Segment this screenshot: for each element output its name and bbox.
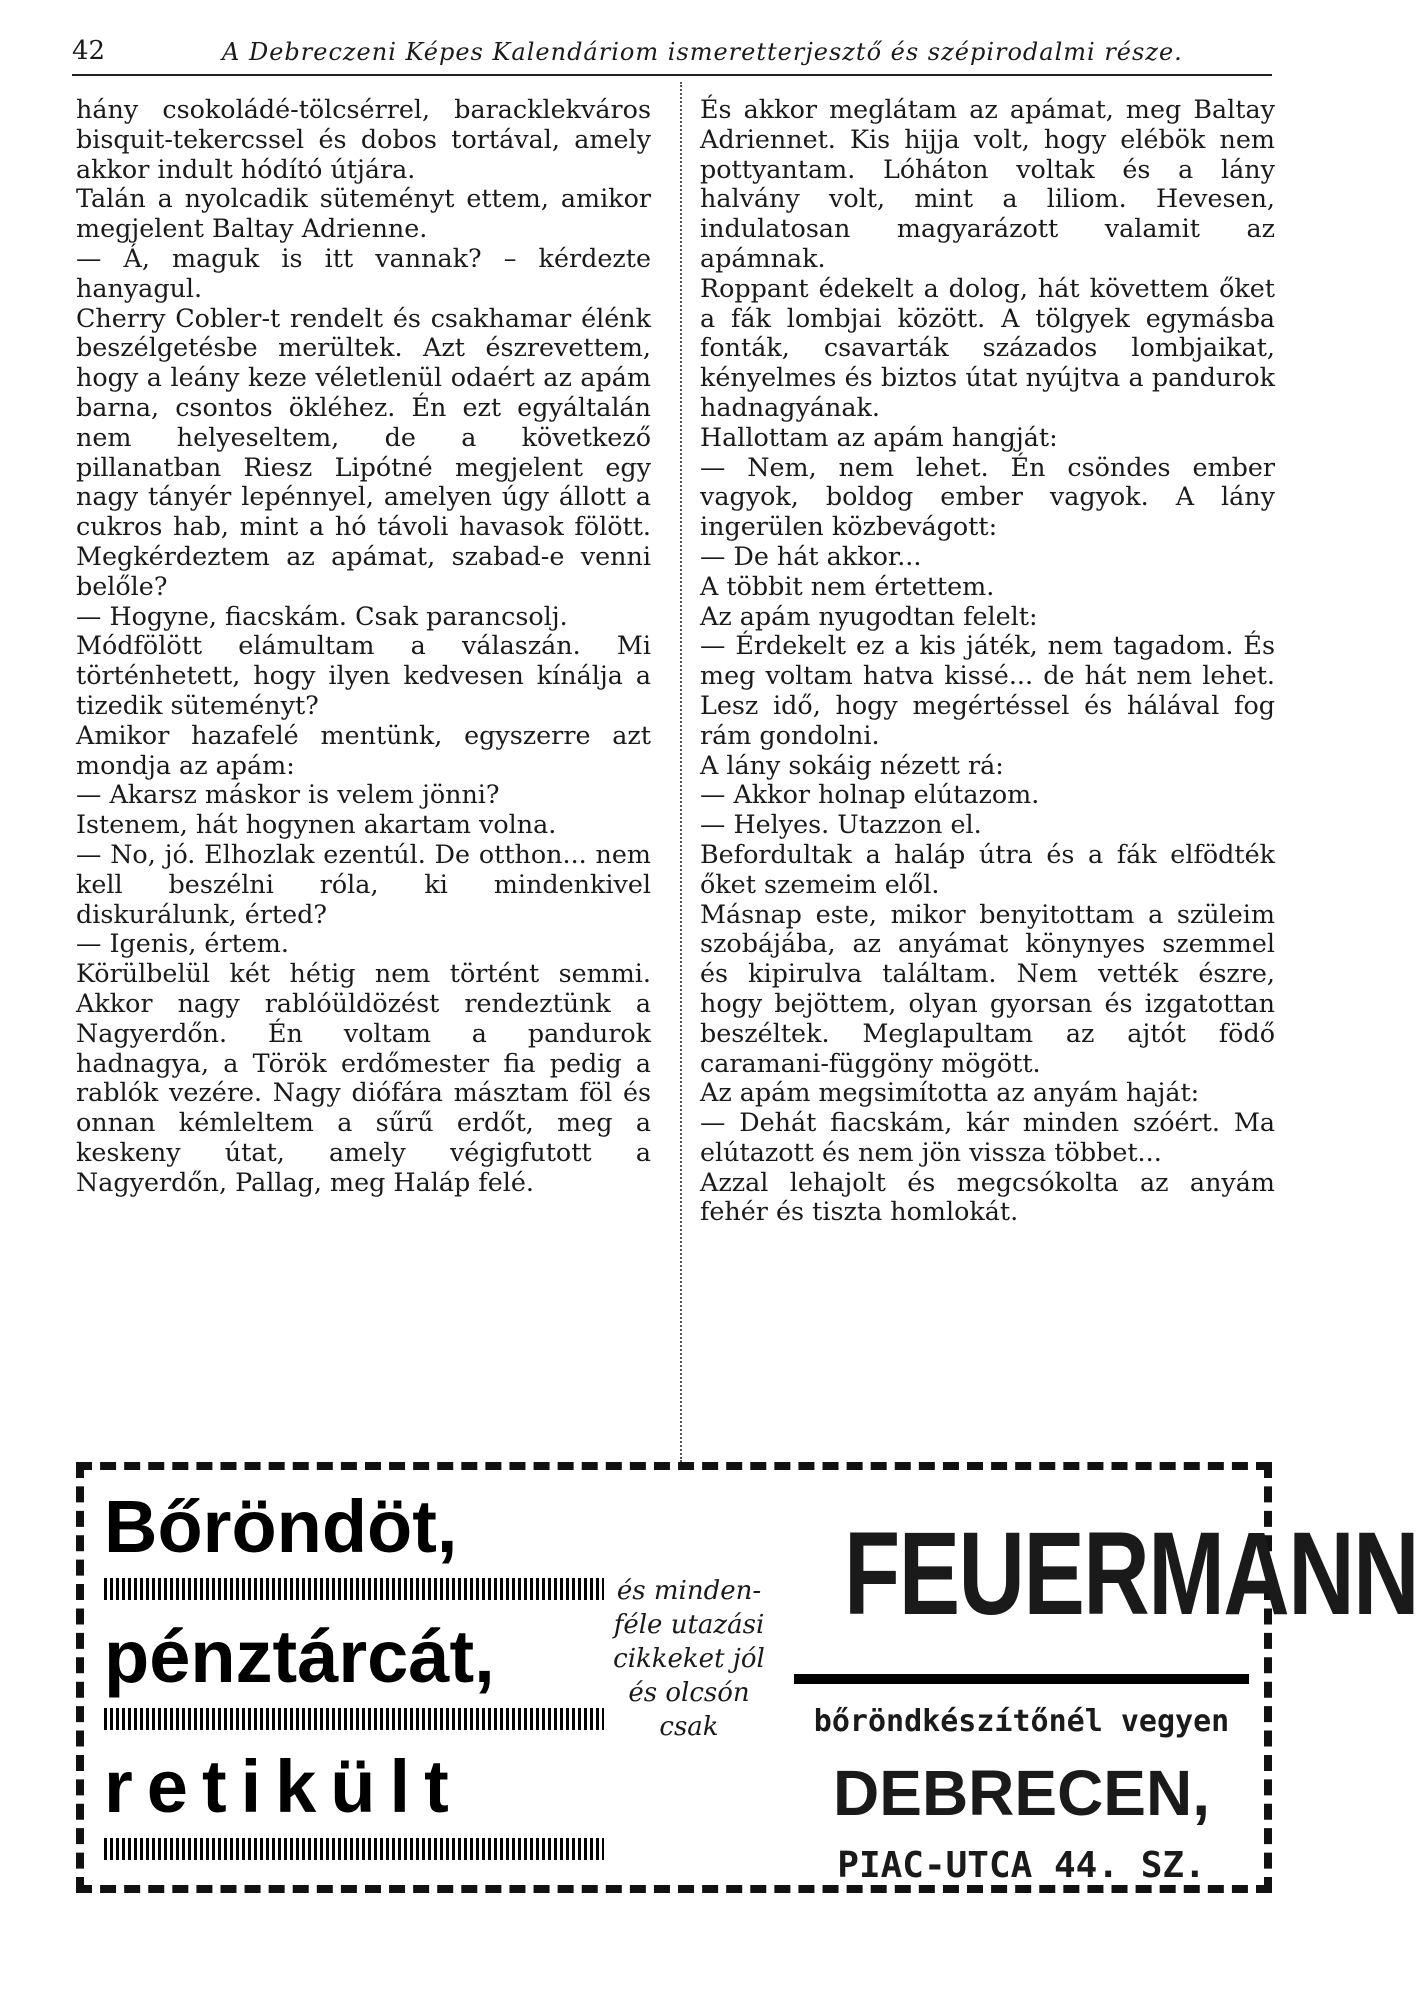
paragraph: — Érdekelt ez a kis játék, nem tagadom. És meg voltam hatva kissé... de hát nem lehet. Lesz idő, hogy megértéssel és hálával fog rám gondolni. [700, 630, 1275, 750]
ad-word: Bőröndöt, [104, 1485, 458, 1568]
paragraph: — Á, maguk is itt vannak? – kérdezte hanyagul. [76, 242, 651, 303]
paragraph: Amikor hazafelé mentünk, egyszerre azt mondja az apám: [76, 719, 651, 780]
ad-middle-line: cikkeket jól [613, 1644, 765, 1674]
right-column [700, 95, 1275, 1227]
ad-middle-line: és olcsón [628, 1678, 750, 1708]
column-divider [680, 82, 682, 1462]
ad-stripe [104, 1838, 604, 1860]
paragraph: — Dehát fiacskám, kár minden szóért. Ma elútazott és nem jön vissza többet... [700, 1107, 1275, 1167]
advertisement [76, 1462, 1418, 1897]
paragraph: Körülbelül két hétig nem történt semmi. Akkor nagy rablóüldözést rendeztünk a Nagyerdőn. Én voltam a pandurok hadnagya, a Török erdőmester fia pedig a rablók vezére. Nagy diófára másztam föl és onnan kémleltem a sűrű erdőt, meg a keskeny útat, amely végigfutott a Nagyerdőn, Pallag, meg Haláp felé. [76, 958, 651, 1197]
paragraph: Istenem, hát hogynen akartam volna. [76, 809, 557, 840]
brand-subline: bőröndkészítőnél vegyen [813, 1704, 1230, 1739]
ad-word: pénztárcát, [104, 1615, 495, 1698]
paragraph: — De hát akkor... [700, 540, 922, 571]
paragraph: hány csokoládé-tölcsérrel, baracklekváros bisquit-tekercssel és dobos tortával, amely akkor indult hódító útjára. [76, 94, 651, 184]
page-header [72, 34, 1272, 74]
ad-middle-line: és minden- [616, 1576, 762, 1606]
street-address: PIAC-UTCA 44. SZ. [837, 1845, 1206, 1886]
paragraph: Cherry Cobler-t rendelt és csakhamar élénk beszélgetésbe merültek. Azt észrevettem, hogy a leány keze véletlenül odaért az apám barna, csontos ökléhez. Én ezt egyáltalán nem helyeseltem, de a következő pillanatban Riesz Lipótné megjelent egy nagy tányér lepénnyel, amelyen úgy állott a cukros hab, mint a hó távoli havasok fölött. Megkérdeztem az apámat, szabad-e venni belőle? [76, 302, 651, 601]
paragraph: — No, jó. Elhozlak ezentúl. De otthon... nem kell beszélni róla, ki mindenkivel diskurálunk, érted? [76, 838, 651, 929]
running-title: A Debreczeni Képes Kalendáriom ismeretterjesztő és szépirodalmi része. [222, 38, 1183, 66]
ad-middle-line: féle utazási [613, 1610, 765, 1640]
ad-middle-line: csak [659, 1712, 719, 1742]
paragraph: És akkor meglátam az apámat, meg Baltay Adriennet. Kis hijja volt, hogy elébök nem pottyantam. Lóháton voltak és a lány halvány volt, mint a liliom. Hevesen, indulatosan magyarázott valamit az apámnak. [700, 94, 1275, 273]
paragraph: — Akarsz máskor is velem jönni? [76, 779, 500, 810]
paragraph: A többit nem értettem. [700, 570, 995, 601]
paragraph: Talán a nyolcadik süteményt ettem, amikor megjelent Baltay Adrienne. [76, 183, 651, 244]
ad-word: retikült [104, 1745, 463, 1828]
paragraph: A lány sokáig nézett rá: [700, 749, 1004, 780]
ad-right-block [794, 1484, 1418, 1886]
city-name: DEBRECEN, [833, 1757, 1210, 1829]
paragraph: Az apám nyugodtan felelt: [700, 600, 1038, 631]
ad-stripe [104, 1578, 604, 1600]
ad-middle-text [604, 1574, 774, 1744]
ad-stripe [104, 1708, 604, 1730]
paragraph: Hallottam az apám hangját: [700, 421, 1058, 452]
paragraph: Befordultak a haláp útra és a fák elfödték őket szemeim elől. [700, 838, 1275, 899]
paragraph: — Igenis, értem. [76, 928, 289, 959]
ad-left-block [104, 1484, 664, 1874]
paragraph: Másnap este, mikor benyitottam a szüleim szobájába, az anyámat könynyes szemmel és kipirulva találtam. Nem vették észre, hogy bejöttem, olyan gyorsan és izgatottan beszéltek. Meglapultam az ajtót födő caramani-függöny mögött. [700, 898, 1275, 1078]
paragraph: — Helyes. Utazzon el. [700, 809, 982, 840]
brand-rule [794, 1674, 1249, 1684]
paragraph: — Akkor holnap elútazom. [700, 779, 1040, 810]
paragraph: Azzal lehajolt és megcsókolta az anyám fehér és tiszta homlokát. [700, 1166, 1275, 1227]
paragraph: Az apám megsimította az anyám haját: [700, 1077, 1200, 1108]
paragraph: Roppant édekelt a dolog, hát követtem őket a fák lombjai között. A tölgyek egymásba fonták, csavarták százados lombjaikat, kényelmes és biztos útat nyújtva a pandurok hadnagyának. [700, 272, 1275, 422]
header-rule [72, 74, 1272, 76]
paragraph: — Hogyne, fiacskám. Csak parancsolj. [76, 600, 568, 631]
paragraph: Módfölött elámultam a válaszán. Mi történhetett, hogy ilyen kedvesen kínálja a tizedik süteményt? [76, 630, 651, 720]
brand-name: FEUERMANN [844, 1508, 1418, 1640]
left-column [76, 95, 651, 1197]
page-number: 42 [72, 36, 106, 66]
paragraph: — Nem, nem lehet. Én csöndes ember vagyok, boldog ember vagyok. A lány ingerülen közbevágott: [700, 451, 1275, 542]
